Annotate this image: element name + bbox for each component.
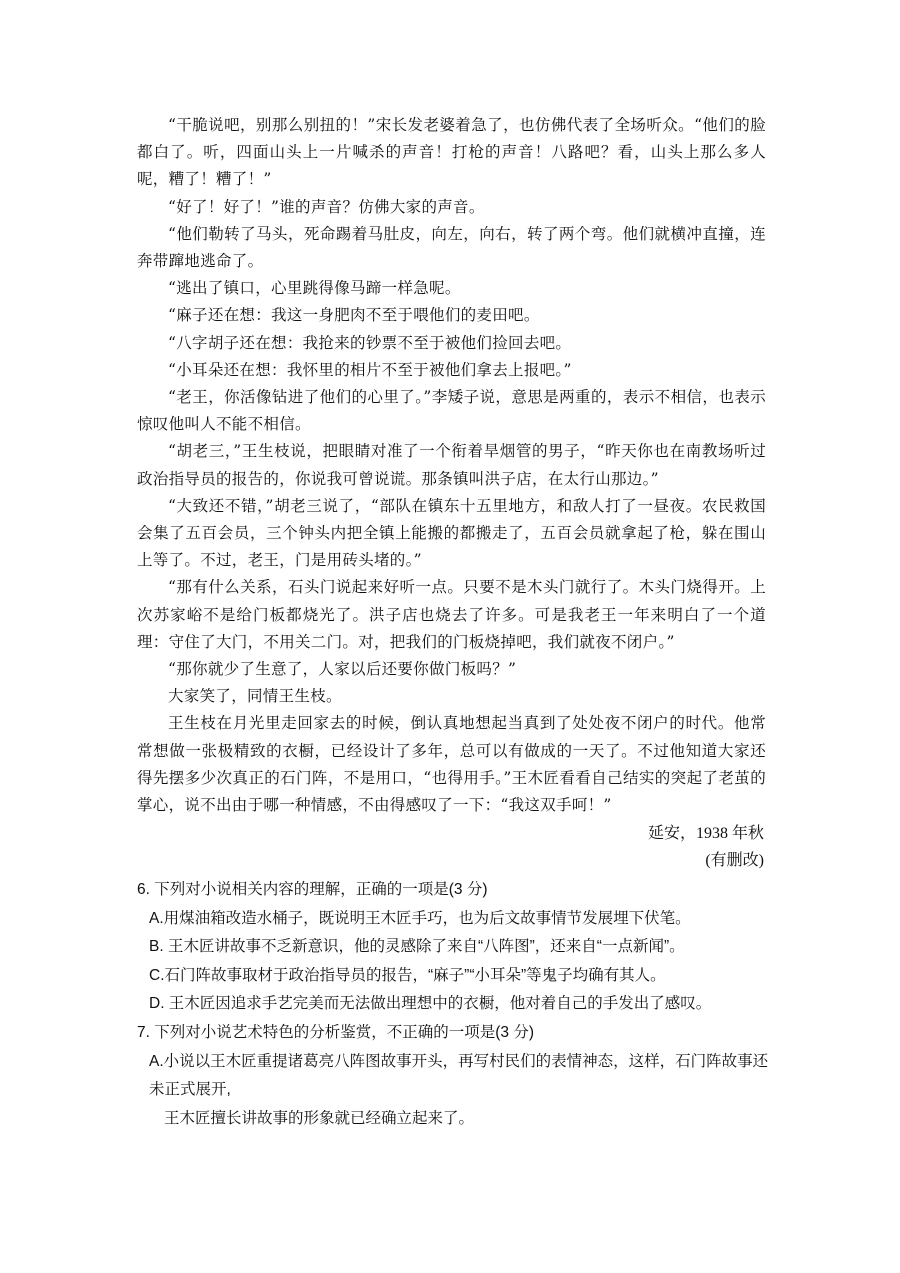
story-paragraph: “小耳朵还在想：我怀里的相片不至于被他们拿去上报吧。”: [168, 360, 572, 379]
question-7-stem: 7. 下列对小说艺术特色的分析鉴赏，不正确的一项是(3 分): [137, 1023, 534, 1041]
story-paragraph: 王生枝在月光里走回家去的时候，倒认真地想起当真到了处处夜不闭户的时代。他常常想做一张极精致的衣橱，已经设计了多年，总可以有做成的一天了。不过他知道大家还得先摆多少次真正的石门阵，不是用口，“也得用手。”王木匠看看自己结实的突起了老茧的掌心，说不出由于哪一种情感，不由得感叹了一下：“我这双手呵！”: [137, 714, 766, 815]
story-paragraph: “胡老三，”王生枝说，把眼睛对准了一个衔着旱烟管的男子，“昨天你也在南教场听过政治指导员的报告的，你说我可曾说谎。那条镇叫洪子店，在太行山那边。”: [137, 442, 766, 488]
story-paragraph: “好了！好了！”谁的声音？仿佛大家的声音。: [168, 197, 485, 216]
story-paragraph: “老王，你活像钻进了他们的心里了。”李矮子说，意思是两重的，表示不相信，也表示惊叹他叫人不能不相信。: [137, 388, 766, 434]
story-paragraph: “逃出了镇口，心里跳得像马蹄一样急呢。: [168, 279, 461, 298]
story-paragraph: “八字胡子还在想：我抢来的钞票不至于被他们捡回去吧。: [168, 333, 572, 352]
question-7-option-a: A.小说以王木匠重提诸葛亮八阵图故事开头，再写村民们的表情神态，这样，石门阵故事还未正式展开,: [149, 1052, 769, 1099]
story-paragraph: “那你就少了生意了，人家以后还要你做门板吗？”: [168, 660, 517, 679]
question-6-option-b: B. 王木匠讲故事不乏新意识，他的灵感除了来自“八阵图”，还来自“一点新闻”。: [149, 938, 685, 956]
story-date-line: 延安，1938 年秋: [647, 825, 764, 842]
story-paragraph: “那有什么关系，石头门说起来好听一点。只要不是木头门就行了。木头门烧得开。上次苏家峪不是给门板都烧光了。洪子店也烧去了许多。可是我老王一年来明白了一个道理：守住了大门，不用关二门。对，把我们的门板烧掉吧，我们就夜不闭户。”: [137, 578, 766, 651]
story-paragraph: “麻子还在想：我这一身肥肉不至于喂他们的麦田吧。: [168, 306, 540, 325]
story-paragraph: “大致还不错，”胡老三说了，“部队在镇东十五里地方，和敌人打了一昼夜。农民救国会集了五百会员，三个钟头内把全镇上能搬的都搬走了，五百会员就拿起了枪，躲在围山上等了。不过，老王，门是用砖头堵的。”: [137, 496, 766, 570]
question-6-option-a: A.用煤油箱改造水桶子，既说明王木匠手巧，也为后文故事情节发展埋下伏笔。: [149, 909, 691, 927]
question-7-option-a-continued: 王木匠擅长讲故事的形象就已经确立起来了。: [164, 1109, 475, 1127]
question-section: [137, 876, 773, 1133]
story-paragraph: “干脆说吧，别那么别扭的！”宋长发老婆着急了，也仿佛代表了全场听众。“他们的脸都白了。听，四面山头上一片喊杀的声音！打枪的声音！八路吧？看，山头上那么多人呢，糟了！糟了！”: [137, 116, 766, 189]
story-paragraph: 大家笑了，同情王生枝。: [168, 687, 342, 706]
story-edit-note: (有删改): [705, 852, 764, 869]
story-paragraph: “他们勒转了马头，死命踢着马肚皮，向左，向右，转了两个弯。他们就横冲直撞，连奔带蹿地逃命了。: [137, 224, 766, 271]
question-6-stem: 6. 下列对小说相关内容的理解，正确的一项是(3 分): [137, 881, 488, 898]
story-excerpt: [137, 112, 766, 819]
question-6-option-c: C.石门阵故事取材于政治指导员的报告，“麻子”“小耳朵”等鬼子均确有其人。: [149, 966, 666, 984]
question-6-option-d: D. 王木匠因追求手艺完美而无法做出理想中的衣橱，他对着自己的手发出了感叹。: [149, 995, 712, 1013]
